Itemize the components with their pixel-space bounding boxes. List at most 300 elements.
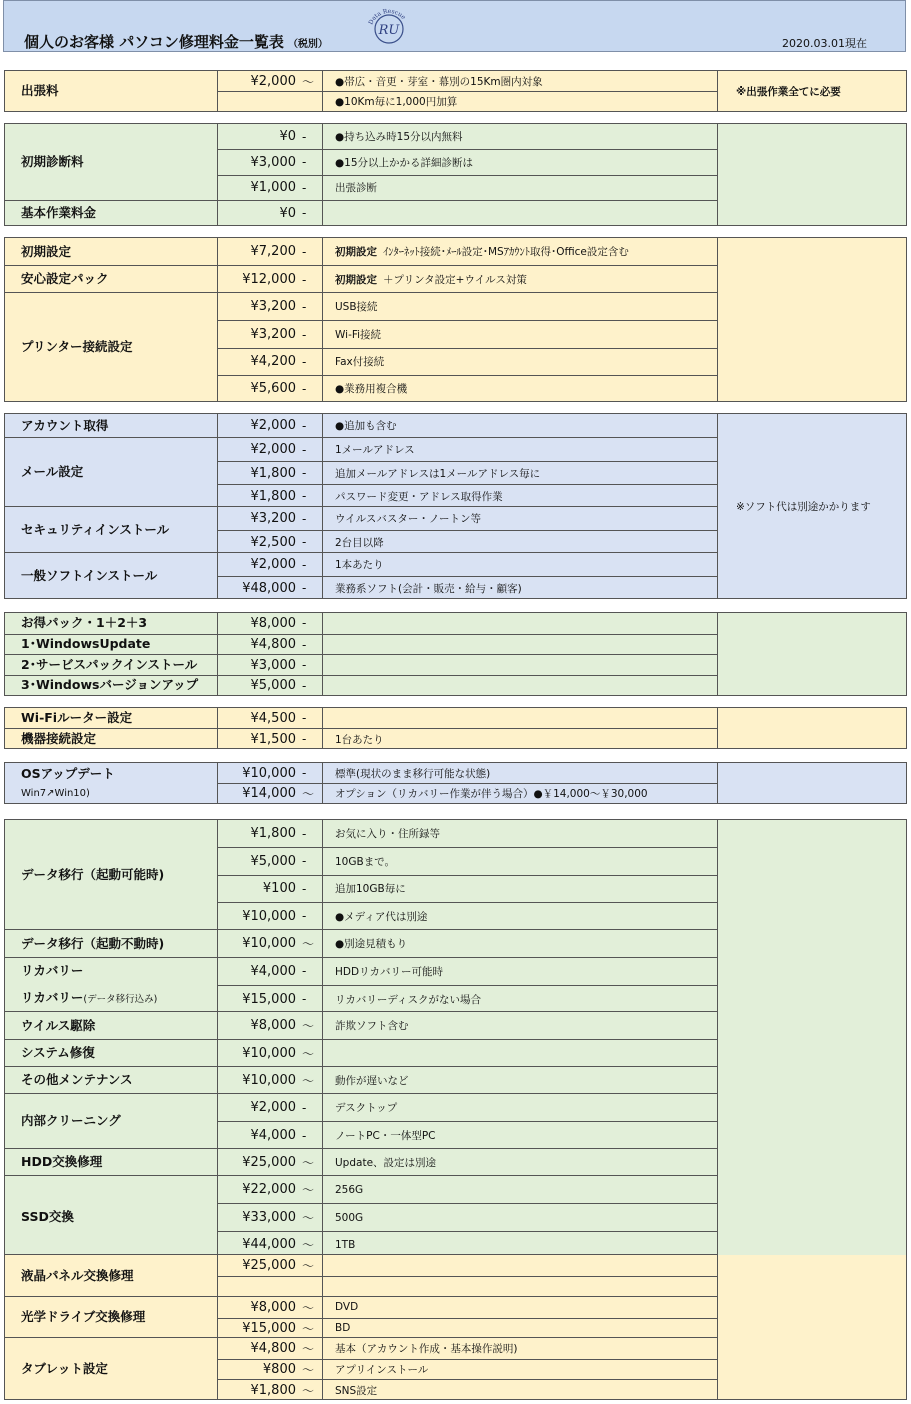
price-qualifier (302, 92, 316, 111)
service-label: データ移行（起動不動時) (21, 935, 165, 951)
price: ¥1,800 (250, 1382, 296, 1398)
description-text: ノートPC・一体型PC (335, 1130, 436, 1143)
description-text: ウイルスバスター・ノートン等 (335, 513, 482, 525)
description (322, 1012, 717, 1039)
price-row (218, 985, 717, 1012)
price-qualifier: - (302, 180, 307, 195)
price: ¥4,000 (250, 1128, 296, 1144)
price-qualifier: ～ (302, 937, 315, 952)
description (322, 729, 717, 749)
description (322, 485, 717, 507)
description (322, 1040, 717, 1067)
price: ¥2,000 (250, 557, 296, 572)
description-text: 出張診断 (335, 182, 377, 195)
price: ¥1,800 (250, 826, 296, 842)
description (322, 507, 717, 530)
description-text: ●業務用複合機 (335, 383, 408, 396)
service-label: 基本作業料金 (21, 205, 97, 221)
price-row (218, 635, 717, 656)
price: ¥14,000 (242, 786, 296, 801)
price-row (218, 320, 717, 347)
description-text: Fax付接続 (335, 356, 385, 369)
description-text: 256G (335, 1183, 364, 1196)
price-qualifier: - (302, 678, 307, 693)
description (322, 124, 717, 149)
description (322, 763, 717, 783)
price-row (218, 930, 717, 957)
service-label: プリンター接続設定 (21, 339, 133, 355)
description-emphasis: 初期設定 (335, 274, 377, 287)
price-row (218, 1012, 717, 1039)
service-name (5, 438, 218, 506)
price-row (218, 124, 717, 149)
price-section (4, 819, 907, 1258)
service-label-sub: (データ移行込み) (83, 993, 158, 1005)
description (322, 553, 717, 576)
price (218, 1277, 296, 1297)
note-column (717, 124, 906, 225)
price-qualifier: - (302, 881, 307, 896)
description (322, 613, 717, 634)
description-text: ｲﾝﾀｰﾈｯﾄ接続･ﾒｰﾙ設定･MSｱｶｳﾝﾄ取得･Office設定含む (383, 246, 629, 259)
description-text: リカバリーディスクがない場合 (335, 993, 482, 1006)
description (322, 462, 717, 484)
price-section (4, 612, 907, 696)
price-row (218, 576, 717, 599)
price: ¥100 (262, 881, 296, 897)
price-row (218, 1067, 717, 1094)
price-row (218, 71, 717, 91)
description-text: アプリインストール (335, 1364, 429, 1377)
service-name (5, 729, 218, 748)
service-label-2 (21, 990, 217, 1006)
note-text: ※ソフト代は別途かかります (736, 500, 871, 513)
price: ¥4,500 (250, 710, 296, 726)
price-row (218, 375, 717, 402)
price (218, 92, 296, 111)
price-qualifier: - (302, 581, 307, 595)
description-text: パスワード変更・アドレス取得作業 (335, 490, 503, 503)
description-text: デスクトップ (335, 1102, 398, 1115)
description-text: 業務系ソフト(会計・販売・給与・顧客) (335, 582, 522, 595)
price-qualifier: - (302, 327, 307, 342)
price: ¥44,000 (242, 1237, 296, 1253)
description-text: ●追加も含む (335, 420, 397, 432)
price: ¥1,800 (250, 465, 296, 481)
price-row (218, 175, 717, 200)
price-qualifier: - (302, 992, 307, 1007)
description (322, 71, 717, 91)
description (322, 1360, 717, 1380)
service-label: 出張料 (21, 83, 59, 99)
price-qualifier: - (302, 535, 307, 549)
price-qualifier: - (302, 299, 307, 314)
price-row (218, 902, 717, 929)
service-name (5, 1149, 218, 1175)
price: ¥10,000 (242, 1045, 296, 1061)
description (322, 349, 717, 375)
description (322, 848, 717, 874)
description (322, 321, 717, 347)
service-label: お得パック・1＋2＋3 (21, 615, 148, 631)
price-qualifier: ～ (302, 1300, 315, 1315)
price-row (218, 1094, 717, 1121)
price-section (4, 762, 907, 804)
price: ¥48,000 (242, 580, 296, 596)
service-label: ウイルス駆除 (21, 1017, 96, 1033)
description (322, 438, 717, 461)
description-text: SNS設定 (335, 1384, 378, 1397)
price: ¥3,200 (250, 511, 296, 526)
price-qualifier: ～ (302, 787, 315, 801)
service-name (5, 201, 218, 225)
price: ¥2,000 (250, 1100, 296, 1116)
svg-text:RU: RU (378, 23, 400, 38)
description (322, 414, 717, 437)
service-name (5, 1255, 218, 1296)
price: ¥15,000 (242, 1320, 296, 1336)
description (322, 1319, 717, 1339)
price-qualifier: ～ (302, 1321, 315, 1336)
service-label: 安心設定パック (21, 271, 109, 287)
description (322, 1204, 717, 1230)
service-name (5, 1067, 218, 1093)
description-text: Update、設定は別途 (335, 1156, 437, 1169)
service-name (5, 1012, 218, 1038)
price-row (218, 708, 717, 728)
description-text: HDDリカバリー可能時 (335, 965, 443, 978)
description-text: ●別途見積もり (335, 938, 408, 951)
price: ¥4,800 (250, 1341, 296, 1357)
price-row (218, 238, 717, 265)
service-name (5, 635, 218, 655)
price-qualifier: ～ (302, 1383, 315, 1398)
service-name (5, 1094, 218, 1148)
price-row (218, 266, 717, 293)
service-label: データ移行（起動可能時) (21, 866, 165, 882)
price-qualifier: - (302, 206, 307, 221)
service-label: その他メンテナンス (21, 1072, 133, 1088)
effective-date: 2020.03.01現在 (782, 37, 867, 50)
description-text: ●帯広・音更・芽室・幕別の15Km圏内対象 (335, 75, 543, 88)
price-qualifier: - (302, 418, 307, 433)
description (322, 1094, 717, 1121)
service-name (5, 266, 218, 292)
description-text: 1台あたり (335, 733, 384, 746)
price-qualifier: ～ (302, 1155, 315, 1170)
description-text: 追加10GB毎に (335, 883, 406, 896)
service-label: アカウント取得 (21, 417, 109, 433)
description-text: 1メールアドレス (335, 444, 415, 456)
service-label: 3･Windowsバージョンアップ (21, 677, 199, 693)
service-name (5, 958, 218, 1012)
description (322, 1338, 717, 1359)
description-text: 追加メールアドレスは1メールアドレス毎に (335, 467, 541, 480)
price-row (218, 1379, 717, 1400)
description-text: BD (335, 1322, 351, 1335)
price-row (218, 438, 717, 461)
service-label: 一般ソフトインストール (21, 567, 158, 583)
price: ¥800 (262, 1362, 296, 1378)
service-label: 初期設定 (21, 243, 72, 259)
price-qualifier: ～ (302, 1019, 315, 1034)
service-name (5, 1297, 218, 1337)
price-qualifier: - (302, 354, 307, 369)
description (322, 1122, 717, 1148)
price: ¥15,000 (242, 991, 296, 1007)
price-row (218, 530, 717, 553)
description (322, 1255, 717, 1276)
price-qualifier: ～ (302, 74, 315, 89)
service-name (5, 553, 218, 598)
price: ¥5,000 (250, 678, 296, 694)
price-section (4, 707, 907, 749)
service-name (5, 507, 218, 552)
price: ¥8,000 (250, 1299, 296, 1315)
price: ¥4,200 (250, 354, 296, 370)
price-section (4, 70, 907, 112)
description (322, 958, 717, 985)
price: ¥0 (279, 129, 296, 145)
price-row (218, 1255, 717, 1276)
tax-note: （税別） (287, 39, 328, 50)
price-qualifier (302, 1277, 316, 1297)
service-name (5, 676, 218, 696)
description (322, 1067, 717, 1094)
price-row (218, 1149, 717, 1176)
price-row (218, 1176, 717, 1203)
description-text: 500G (335, 1211, 364, 1224)
price-row (218, 1359, 717, 1380)
service-label: Wi-Fiルーター設定 (21, 710, 133, 726)
price: ¥8,000 (250, 615, 296, 631)
note-column (717, 763, 906, 803)
service-name (5, 708, 218, 728)
price: ¥25,000 (242, 1154, 296, 1170)
service-label: セキュリティインストール (21, 521, 170, 537)
description (322, 376, 717, 402)
price-row (218, 484, 717, 507)
description (322, 876, 717, 902)
description-text: 基本（アカウント作成・基本操作説明) (335, 1343, 518, 1356)
description (322, 1297, 717, 1318)
price-row (218, 1121, 717, 1148)
description (322, 238, 717, 265)
description-text: 1TB (335, 1238, 356, 1251)
price-qualifier: - (302, 1128, 307, 1143)
note-column (717, 71, 906, 111)
page-title: 個人のお客様 パソコン修理料金一覧表 （税別） (24, 33, 328, 51)
price: ¥0 (279, 205, 296, 221)
price: ¥5,600 (250, 381, 296, 397)
description (322, 676, 717, 697)
price: ¥3,200 (250, 299, 296, 315)
service-name (5, 1176, 218, 1257)
description (322, 201, 717, 226)
price: ¥2,000 (250, 73, 296, 89)
description (322, 531, 717, 553)
price: ¥1,800 (250, 488, 296, 504)
price-qualifier: - (302, 711, 307, 725)
price-qualifier: ～ (302, 1073, 315, 1088)
service-label: 内部クリーニング (21, 1113, 121, 1129)
note-column (717, 238, 906, 401)
note-text: ※出張作業全てに必要 (736, 85, 841, 98)
price-row (218, 149, 717, 174)
price-row (218, 507, 717, 530)
price-row (218, 414, 717, 437)
price-row (218, 1040, 717, 1067)
service-label: 2･サービスパックインストール (21, 656, 198, 672)
price: ¥4,000 (250, 963, 296, 979)
price-row (218, 201, 717, 226)
price: ¥2,000 (250, 418, 296, 433)
price-qualifier: ～ (302, 1258, 315, 1273)
price-qualifier: - (302, 964, 307, 979)
description (322, 784, 717, 803)
service-label: OSアップデート (21, 765, 115, 781)
service-label: メール設定 (21, 464, 84, 480)
description (322, 820, 717, 847)
service-label: 機器接続設定 (21, 730, 97, 746)
service-label: 初期診断料 (21, 154, 84, 170)
price-qualifier: - (302, 616, 307, 631)
service-label: 光学ドライブ交換修理 (21, 1309, 146, 1325)
price-section (4, 237, 907, 402)
price-qualifier: - (302, 129, 307, 144)
service-label: リカバリー (21, 963, 84, 979)
price-row (218, 875, 717, 902)
price: ¥1,000 (250, 180, 296, 196)
price-qualifier: - (302, 826, 307, 841)
price: ¥8,000 (250, 1018, 296, 1034)
note-column (717, 708, 906, 748)
description (322, 635, 717, 656)
price-qualifier: - (302, 155, 307, 170)
price-qualifier: - (302, 1100, 307, 1115)
description-text: 2台目以降 (335, 536, 384, 549)
price: ¥12,000 (242, 272, 296, 288)
description-text: ●15分以上かかる詳細診断は (335, 156, 474, 169)
price-qualifier: - (302, 272, 307, 287)
note-column (717, 613, 906, 695)
description (322, 1277, 717, 1297)
price: ¥22,000 (242, 1182, 296, 1198)
description-text: ●持ち込み時15分以内無料 (335, 131, 463, 144)
price-qualifier: - (302, 637, 307, 652)
description-text: オプション（リカバリー作業が伴う場合）●￥14,000～￥30,000 (335, 788, 648, 800)
price: ¥10,000 (242, 936, 296, 952)
service-name (5, 293, 218, 401)
service-name (5, 763, 218, 803)
price: ¥3,000 (250, 657, 296, 673)
price-qualifier: ～ (302, 1183, 315, 1198)
price: ¥3,200 (250, 327, 296, 343)
price-qualifier: - (302, 732, 307, 746)
price: ¥5,000 (250, 853, 296, 869)
price-row (218, 655, 717, 676)
price: ¥10,000 (242, 908, 296, 924)
service-label: SSD交換 (21, 1208, 74, 1224)
description-text: ＋プリンタ設定+ウイルス対策 (383, 274, 527, 287)
description (322, 293, 717, 320)
description-text: USB接続 (335, 301, 378, 314)
description-text: Wi-Fi接続 (335, 329, 382, 342)
price-row (218, 348, 717, 375)
price: ¥25,000 (242, 1257, 296, 1273)
price: ¥3,000 (250, 154, 296, 170)
price-row (218, 461, 717, 484)
price-qualifier: - (302, 658, 307, 673)
price-qualifier: - (302, 854, 307, 869)
description (322, 577, 717, 599)
description-text: DVD (335, 1301, 359, 1314)
price-qualifier: - (302, 442, 307, 457)
description-text: 標準(現状のまま移行可能な状態) (335, 767, 491, 780)
description-text: 1本あたり (335, 559, 384, 571)
note-column (717, 820, 906, 1257)
price-qualifier: - (302, 557, 307, 572)
description-text: お気に入り・住所録等 (335, 828, 440, 841)
service-name (5, 1040, 218, 1066)
description (322, 266, 717, 293)
price-row (218, 1318, 717, 1339)
note-column (717, 414, 906, 598)
price-qualifier: - (302, 466, 307, 480)
description (322, 708, 717, 728)
service-label: タブレット設定 (21, 1360, 108, 1376)
service-name (5, 71, 218, 111)
service-label: 液晶パネル交換修理 (21, 1267, 134, 1283)
description-text: ●10Km毎に1,000円加算 (335, 96, 458, 108)
note-column (717, 1255, 906, 1399)
price-row (218, 1297, 717, 1318)
description-text: ●メディア代は別途 (335, 910, 428, 923)
service-name (5, 238, 218, 265)
description-text: 動作が遅いなど (335, 1074, 409, 1087)
description (322, 1380, 717, 1400)
price-section (4, 123, 907, 226)
price-qualifier: - (302, 511, 307, 526)
price-qualifier: ～ (302, 1363, 315, 1378)
price-row (218, 763, 717, 783)
price-row (218, 847, 717, 874)
price-row (218, 676, 717, 697)
svg-text:Data Rescue: Data Rescue (367, 7, 407, 26)
price-qualifier: ～ (302, 1342, 315, 1357)
price: ¥4,800 (250, 637, 296, 653)
description (322, 1176, 717, 1203)
price-qualifier: - (302, 909, 307, 924)
price-row (218, 91, 717, 111)
price-qualifier: ～ (302, 1046, 315, 1061)
price-row (218, 1338, 717, 1359)
price: ¥10,000 (242, 765, 296, 781)
price-row (218, 820, 717, 847)
description (322, 655, 717, 676)
price-row (218, 1276, 717, 1297)
price: ¥7,200 (250, 244, 296, 260)
service-subline: Win7↗Win10) (21, 787, 90, 799)
price-qualifier: ～ (302, 1238, 315, 1253)
service-label: システム修復 (21, 1044, 95, 1060)
description-text: 10GBまで。 (335, 855, 395, 868)
price-section (4, 1254, 907, 1400)
price: ¥2,500 (250, 534, 296, 550)
description (322, 176, 717, 200)
price-qualifier: - (302, 489, 307, 503)
description (322, 92, 717, 111)
